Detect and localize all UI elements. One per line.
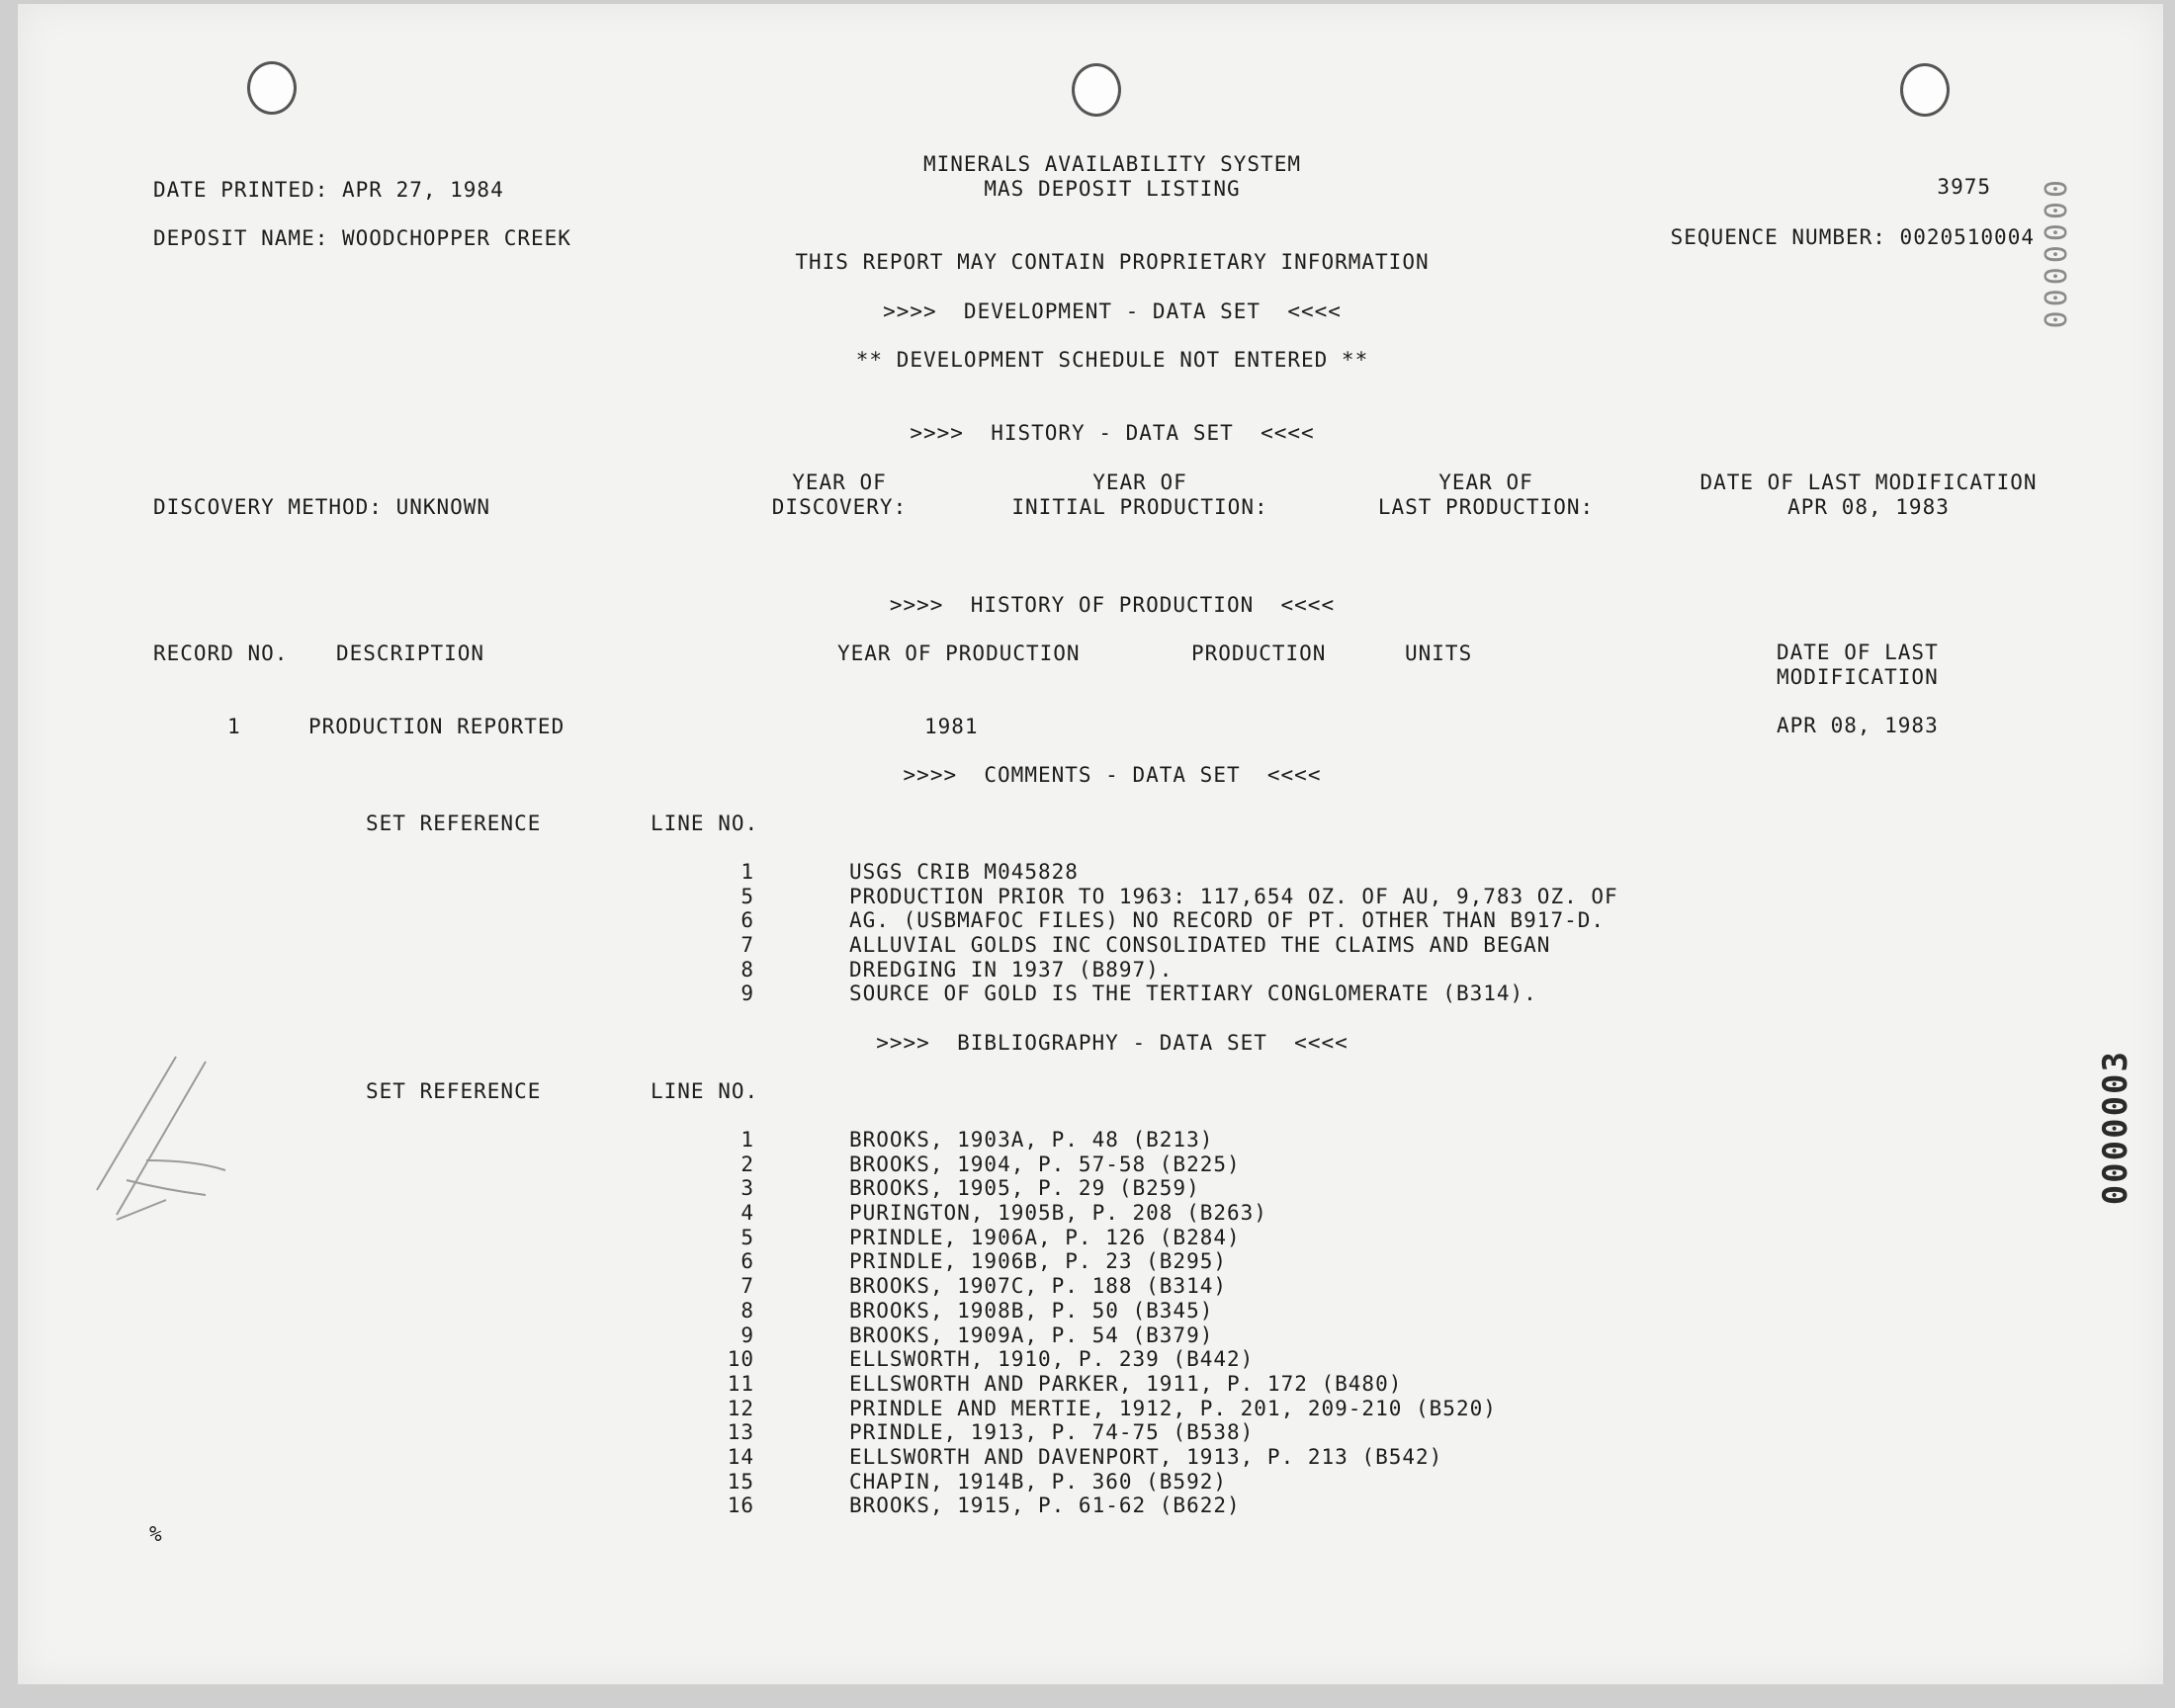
production-record-no: 1 bbox=[227, 715, 241, 738]
development-heading: >>>> DEVELOPMENT - DATA SET <<<< bbox=[883, 299, 1342, 323]
line-text: ALLUVIAL GOLDS INC CONSOLIDATED THE CLAIMS AND BEGAN bbox=[849, 933, 1551, 958]
page-number: 3975 bbox=[1937, 175, 1991, 199]
col-description: DESCRIPTION bbox=[336, 641, 485, 665]
bibliography-heading: >>>> BIBLIOGRAPHY - DATA SET <<<< bbox=[876, 1031, 1348, 1055]
line-text: BROOKS, 1915, P. 61-62 (B622) bbox=[849, 1494, 1241, 1518]
date-printed: DATE PRINTED: APR 27, 1984 bbox=[153, 178, 504, 202]
col-year-of-production: YEAR OF PRODUCTION bbox=[837, 641, 1081, 665]
last-modification-label: DATE OF LAST MODIFICATION bbox=[1699, 470, 2038, 494]
line-number: 15 bbox=[727, 1469, 754, 1494]
line-number: 14 bbox=[727, 1444, 754, 1469]
production-description: PRODUCTION REPORTED bbox=[308, 715, 566, 738]
comments-col-line-no: LINE NO. bbox=[651, 811, 759, 835]
year-last-production-label-2: LAST PRODUCTION: bbox=[1377, 495, 1595, 519]
col-production: PRODUCTION bbox=[1191, 641, 1327, 665]
line-text: ELLSWORTH, 1910, P. 239 (B442) bbox=[849, 1347, 1255, 1372]
year-initial-production-label-2: INITIAL PRODUCTION: bbox=[1011, 495, 1268, 519]
deposit-name: DEPOSIT NAME: WOODCHOPPER CREEK bbox=[153, 226, 571, 250]
sequence-number: SEQUENCE NUMBER: 0020510004 bbox=[1670, 225, 2035, 249]
line-text: BROOKS, 1903A, P. 48 (B213) bbox=[849, 1128, 1214, 1152]
line-number: 7 bbox=[740, 933, 754, 958]
pencil-scribble bbox=[57, 1042, 275, 1239]
line-text: PRINDLE AND MERTIE, 1912, P. 201, 209-210 (B520) bbox=[849, 1396, 1497, 1420]
col-units: UNITS bbox=[1405, 641, 1473, 665]
line-text: BROOKS, 1904, P. 57-58 (B225) bbox=[849, 1152, 1241, 1176]
line-text: PRINDLE, 1906A, P. 126 (B284) bbox=[849, 1225, 1241, 1249]
punch-hole bbox=[247, 61, 297, 115]
col-date-of-last: DATE OF LAST bbox=[1777, 640, 1939, 664]
discovery-method: DISCOVERY METHOD: UNKNOWN bbox=[153, 495, 491, 519]
line-number: 9 bbox=[740, 1323, 754, 1347]
development-note: ** DEVELOPMENT SCHEDULE NOT ENTERED ** bbox=[855, 348, 1369, 372]
col-record-no: RECORD NO. bbox=[153, 641, 289, 665]
line-text: DREDGING IN 1937 (B897). bbox=[849, 957, 1174, 982]
line-text: PRODUCTION PRIOR TO 1963: 117,654 OZ. OF AU, 9,783 OZ. OF bbox=[849, 884, 1618, 908]
faint-frame-number: 0000000 bbox=[2037, 180, 2071, 333]
year-last-production-label: YEAR OF bbox=[1438, 470, 1533, 494]
line-text: BROOKS, 1909A, P. 54 (B379) bbox=[849, 1323, 1214, 1347]
line-number: 9 bbox=[740, 982, 754, 1006]
line-text: BROOKS, 1907C, P. 188 (B314) bbox=[849, 1274, 1228, 1299]
line-number: 6 bbox=[740, 1249, 754, 1274]
frame-number-stamp: 0000003 bbox=[2096, 1050, 2135, 1206]
year-of-discovery-label: YEAR OF bbox=[792, 470, 887, 494]
line-text: CHAPIN, 1914B, P. 360 (B592) bbox=[849, 1469, 1228, 1494]
line-number: 12 bbox=[727, 1396, 754, 1420]
line-number: 16 bbox=[727, 1494, 754, 1518]
line-number: 5 bbox=[740, 1225, 754, 1249]
col-modification: MODIFICATION bbox=[1777, 665, 1939, 689]
line-text: SOURCE OF GOLD IS THE TERTIARY CONGLOMERATE (B314). bbox=[849, 982, 1537, 1006]
comments-col-set-reference: SET REFERENCE bbox=[366, 811, 542, 835]
line-number: 3 bbox=[740, 1176, 754, 1201]
percent-mark: % bbox=[149, 1522, 163, 1546]
line-number: 7 bbox=[740, 1274, 754, 1299]
bibliography-col-line-no: LINE NO. bbox=[651, 1079, 759, 1103]
line-number: 8 bbox=[740, 957, 754, 982]
last-modification-value: APR 08, 1983 bbox=[1787, 495, 1950, 519]
line-text: ELLSWORTH AND DAVENPORT, 1913, P. 213 (B542) bbox=[849, 1444, 1443, 1469]
line-text: PURINGTON, 1905B, P. 208 (B263) bbox=[849, 1201, 1267, 1226]
line-number: 8 bbox=[740, 1298, 754, 1323]
line-number: 2 bbox=[740, 1152, 754, 1176]
line-text: BROOKS, 1905, P. 29 (B259) bbox=[849, 1176, 1200, 1201]
line-text: PRINDLE, 1906B, P. 23 (B295) bbox=[849, 1249, 1228, 1274]
line-text: BROOKS, 1908B, P. 50 (B345) bbox=[849, 1298, 1214, 1323]
listing-title: MAS DEPOSIT LISTING bbox=[984, 177, 1241, 201]
year-initial-production-label: YEAR OF bbox=[1092, 470, 1187, 494]
proprietary-notice: THIS REPORT MAY CONTAIN PROPRIETARY INFORMATION bbox=[795, 250, 1430, 274]
line-number: 13 bbox=[727, 1420, 754, 1445]
line-number: 1 bbox=[740, 1128, 754, 1152]
line-number: 1 bbox=[740, 860, 754, 884]
line-number: 11 bbox=[727, 1371, 754, 1396]
line-text: AG. (USBMAFOC FILES) NO RECORD OF PT. OTHER THAN B917-D. bbox=[849, 908, 1606, 933]
punch-hole bbox=[1900, 63, 1950, 117]
line-number: 5 bbox=[740, 884, 754, 908]
punch-hole bbox=[1072, 63, 1121, 117]
production-year: 1981 bbox=[924, 715, 979, 738]
history-heading: >>>> HISTORY - DATA SET <<<< bbox=[910, 421, 1315, 445]
line-text: ELLSWORTH AND PARKER, 1911, P. 172 (B480) bbox=[849, 1371, 1403, 1396]
production-date: APR 08, 1983 bbox=[1777, 714, 1939, 737]
bibliography-col-set-reference: SET REFERENCE bbox=[366, 1079, 542, 1103]
year-of-discovery-label-2: DISCOVERY: bbox=[771, 495, 908, 519]
report-page bbox=[18, 4, 2163, 1684]
line-text: USGS CRIB M045828 bbox=[849, 860, 1079, 884]
line-number: 4 bbox=[740, 1201, 754, 1226]
comments-heading: >>>> COMMENTS - DATA SET <<<< bbox=[903, 763, 1322, 787]
line-number: 6 bbox=[740, 908, 754, 933]
system-title: MINERALS AVAILABILITY SYSTEM bbox=[922, 152, 1301, 176]
production-heading: >>>> HISTORY OF PRODUCTION <<<< bbox=[889, 593, 1336, 617]
line-text: PRINDLE, 1913, P. 74-75 (B538) bbox=[849, 1420, 1255, 1445]
line-number: 10 bbox=[727, 1347, 754, 1372]
